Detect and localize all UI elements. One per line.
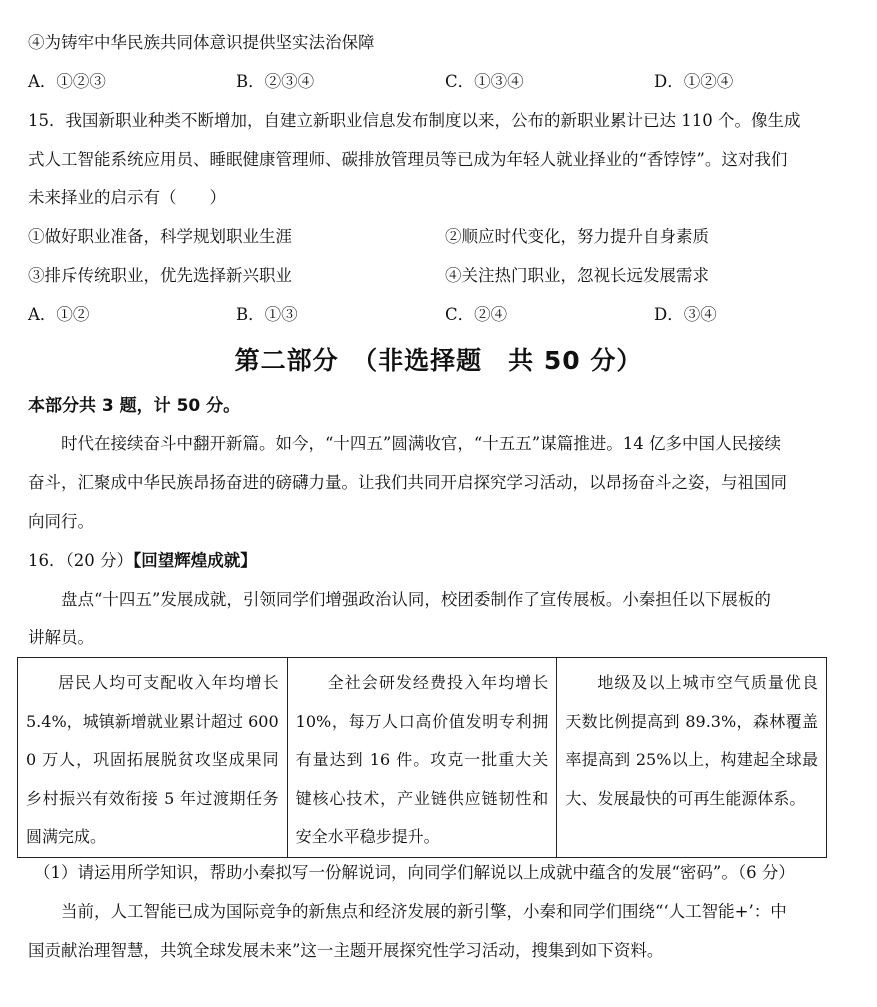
part2-heading: 第二部分 （非选择题 共 50 分）	[234, 346, 643, 375]
q16-para-line-2: 讲解员。	[28, 628, 94, 647]
q15-option-c[interactable]: C．②④	[445, 305, 508, 324]
board-cell-income	[18, 658, 288, 858]
q15-item-1: ①做好职业准备，科学规划职业生涯	[28, 227, 292, 246]
q14-item-4: ④为铸牢中华民族共同体意识提供坚实法治保障	[28, 33, 375, 52]
intro-line-3: 向同行。	[28, 512, 94, 531]
q16-sub-question-1: （1）请运用所学知识，帮助小秦拟写一份解说词，向同学们解说以上成就中蕴含的发展“密码”。（6 分）	[34, 863, 795, 882]
q15-item-4: ④关注热门职业，忽视长远发展需求	[445, 266, 709, 285]
q16-theme: 【回望辉煌成就】	[133, 551, 257, 570]
q16-header	[28, 549, 257, 573]
board-cell-environment-text: 地级及以上城市空气质量优良天数比例提高到 89.3%，森林覆盖率提高到 25%以上，构建起全球最大、发展最快的可再生能源体系。	[565, 673, 818, 808]
q15-stem-line-2: 式人工智能系统应用员、睡眠健康管理师、碳排放管理员等已成为年轻人就业择业的“香饽饽”。这对我们	[28, 150, 788, 169]
q15-item-2: ②顺应时代变化，努力提升自身素质	[445, 227, 709, 246]
q14-option-d[interactable]: D．①②④	[654, 72, 734, 91]
q15-option-d[interactable]: D．③④	[654, 305, 717, 324]
q16-para-line-1: 盘点“十四五”发展成就，引领同学们增强政治认同，校团委制作了宣传展板。小秦担任以下展板的	[61, 590, 771, 609]
q15-items-row-2	[28, 264, 848, 288]
board-cell-rnd-text: 全社会研发经费投入年均增长 10%，每万人口高价值发明专利拥有量达到 16 件。攻克一批重大关键核心技术，产业链供应链韧性和安全水平稳步提升。	[295, 673, 549, 846]
q14-options	[28, 70, 848, 94]
q16-number: 16．（20 分）	[28, 551, 133, 570]
ai-para-line-2: 国贡献治理智慧，共筑全球发展未来”这一主题开展探究性学习活动，搜集到如下资料。	[28, 941, 664, 960]
part2-subtitle: 本部分共 3 题，计 50 分。	[28, 396, 241, 416]
q15-item-3: ③排斥传统职业，优先选择新兴职业	[28, 266, 292, 285]
board-cell-income-text: 居民人均可支配收入年均增长 5.4%，城镇新增就业累计超过 6000 万人，巩固拓展脱贫攻坚成果同乡村振兴有效衔接 5 年过渡期任务圆满完成。	[26, 673, 279, 846]
q14-option-c[interactable]: C．①③④	[445, 72, 524, 91]
achievement-board	[17, 657, 827, 858]
intro-line-2: 奋斗，汇聚成中华民族昂扬奋进的磅礴力量。让我们共同开启探究学习活动，以昂扬奋斗之姿，与祖国同	[28, 473, 787, 492]
q15-stem-line-1: 15．我国新职业种类不断增加，自建立新职业信息发布制度以来，公布的新职业累计已达 110 个。像生成	[28, 111, 801, 130]
q14-option-a[interactable]: A．①②③	[28, 72, 106, 91]
q14-option-b[interactable]: B．②③④	[236, 72, 315, 91]
q15-options	[28, 303, 848, 327]
q15-items-row-1	[28, 225, 848, 249]
q15-stem-line-3: 未来择业的启示有（ ）	[28, 188, 226, 207]
board-cell-environment	[557, 658, 827, 858]
intro-line-1: 时代在接续奋斗中翻开新篇。如今，“十四五”圆满收官，“十五五”谋篇推进。14 亿多中国人民接续	[61, 434, 781, 453]
board-cell-rnd	[287, 658, 557, 858]
q15-option-b[interactable]: B．①③	[236, 305, 298, 324]
q15-option-a[interactable]: A．①②	[28, 305, 90, 324]
ai-para-line-1: 当前，人工智能已成为国际竞争的新焦点和经济发展的新引擎，小秦和同学们围绕“‘人工智能+’：中	[61, 902, 787, 921]
